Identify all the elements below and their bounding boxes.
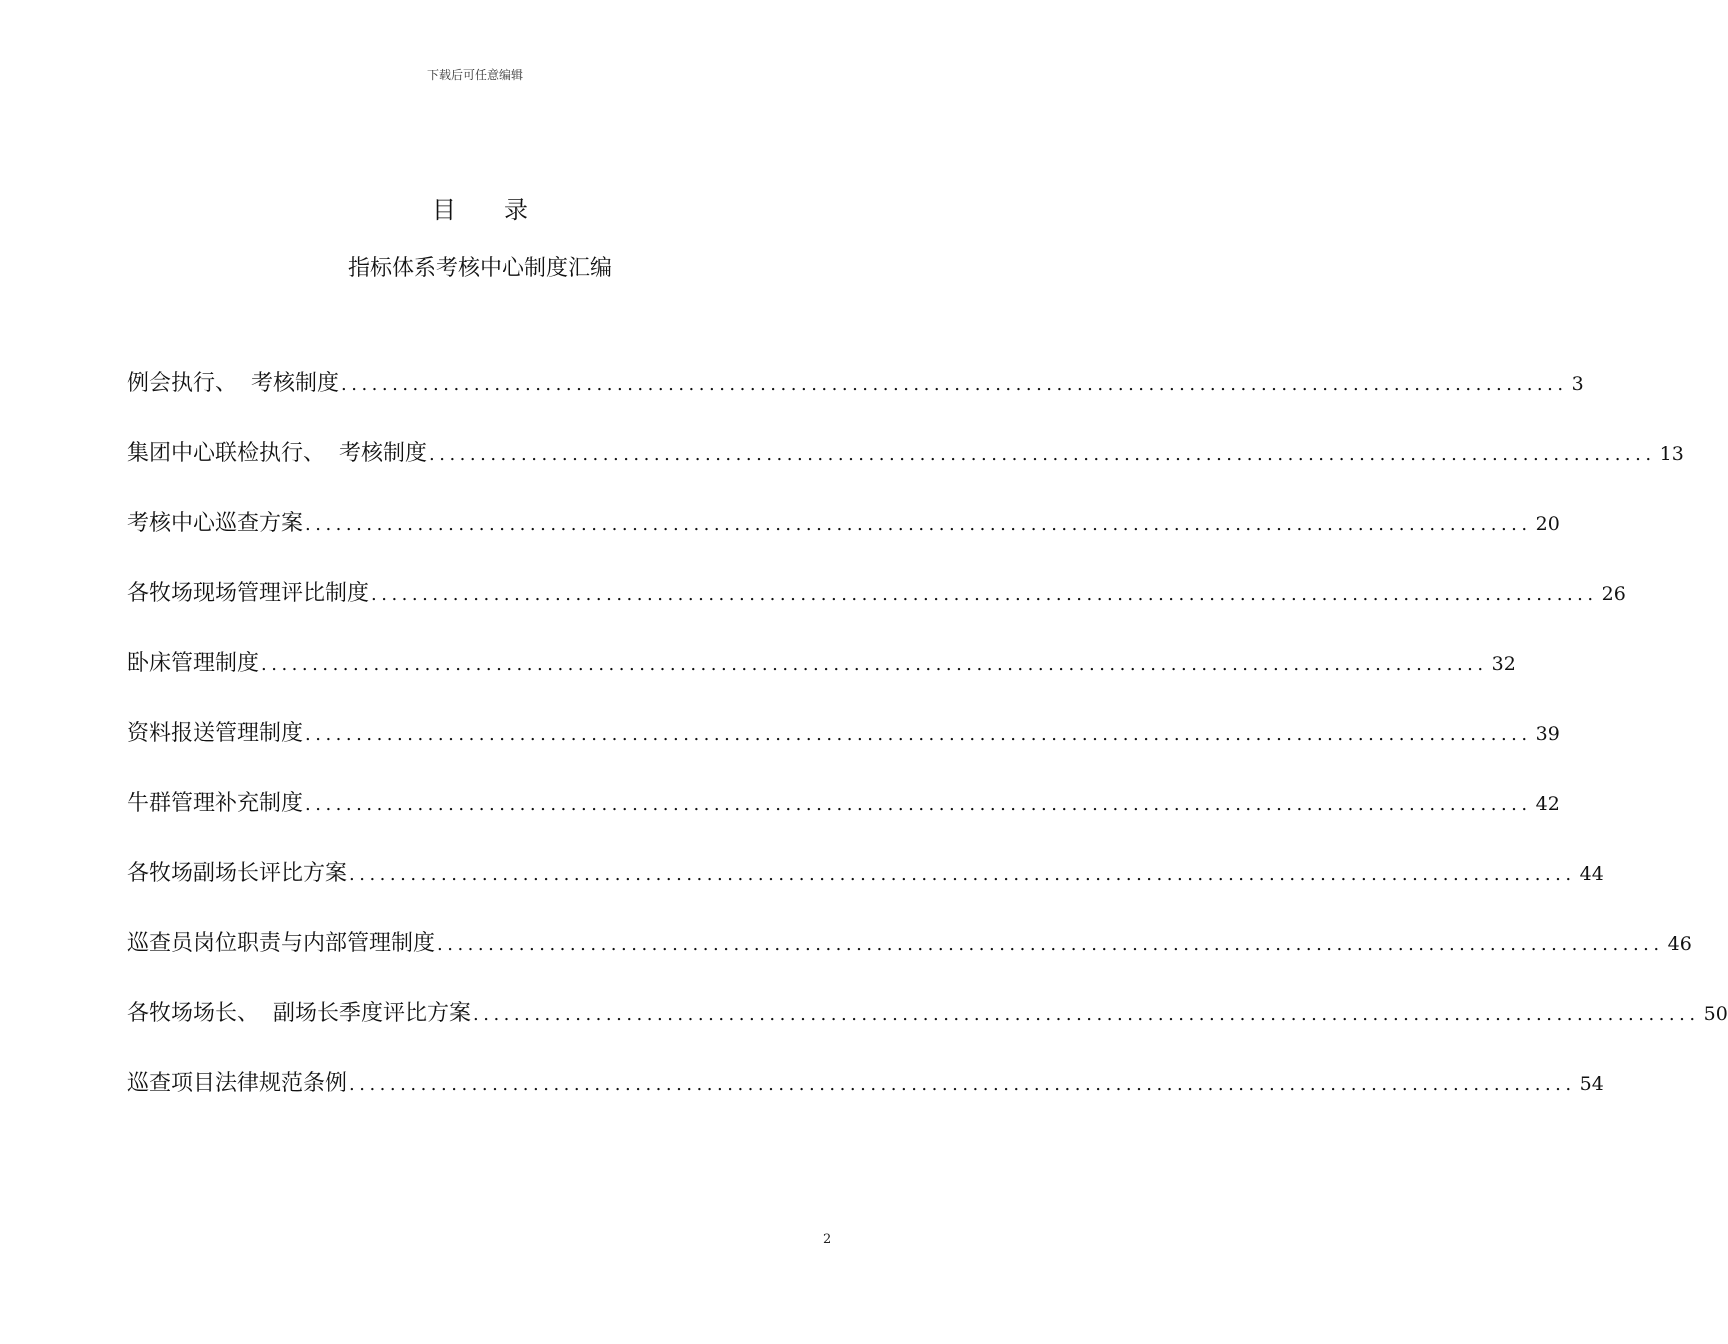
toc-entry-label: 集团中心联检执行、 考核制度 (127, 441, 427, 466)
toc-entry-label: 各牧场副场长评比方案 (127, 861, 348, 886)
dot-leader: ........................................................................................................................ (261, 654, 1488, 675)
toc-entry-page: 26 (1601, 583, 1626, 605)
toc-entry[interactable] (127, 786, 1560, 856)
dot-leader: ........................................................................................................................ (437, 934, 1664, 955)
dot-leader: ........................................................................................................................ (473, 1004, 1700, 1025)
toc-entry[interactable] (127, 716, 1560, 786)
toc-entry[interactable] (127, 576, 1626, 646)
toc-entry-label: 巡查员岗位职责与内部管理制度 (127, 931, 436, 956)
toc-entry[interactable] (127, 646, 1516, 716)
toc-entry-page: 13 (1659, 443, 1684, 465)
toc-entry[interactable] (127, 506, 1560, 576)
toc-entry-page: 39 (1535, 723, 1560, 745)
toc-entry-page: 3 (1571, 373, 1584, 395)
toc-entry[interactable] (127, 1066, 1604, 1136)
toc-list (127, 366, 1728, 1136)
toc-entry-label: 资料报送管理制度 (127, 721, 304, 746)
dot-leader: ........................................................................................................................ (305, 724, 1532, 745)
dot-leader: ........................................................................................................................ (305, 514, 1532, 535)
toc-entry[interactable] (127, 996, 1728, 1066)
header-note: 下载后可任意编辑 (426, 68, 523, 82)
toc-entry[interactable] (127, 926, 1692, 996)
toc-entry-label: 考核中心巡查方案 (127, 511, 304, 536)
dot-leader: ........................................................................................................................ (349, 864, 1576, 885)
dot-leader: ........................................................................................................................ (371, 584, 1598, 605)
dot-leader: ........................................................................................................................ (305, 794, 1532, 815)
toc-title-right: 录 (504, 196, 528, 224)
page-number: 2 (823, 1232, 832, 1247)
toc-entry-page: 50 (1703, 1003, 1728, 1025)
toc-entry[interactable] (127, 856, 1604, 926)
dot-leader: ........................................................................................................................ (341, 374, 1568, 395)
toc-entry-label: 各牧场场长、 副场长季度评比方案 (127, 1001, 471, 1026)
dot-leader: ........................................................................................................................ (429, 444, 1656, 465)
toc-title-left: 目 (432, 196, 456, 224)
toc-entry-label: 巡查项目法律规范条例 (127, 1071, 348, 1096)
toc-entry-page: 20 (1535, 513, 1560, 535)
toc-entry-page: 54 (1579, 1073, 1604, 1095)
toc-title (0, 190, 960, 225)
toc-entry-page: 42 (1535, 793, 1560, 815)
dot-leader: ........................................................................................................................ (349, 1074, 1576, 1095)
toc-entry-page: 46 (1667, 933, 1692, 955)
toc-entry-label: 牛群管理补充制度 (127, 791, 304, 816)
toc-entry[interactable] (127, 436, 1684, 506)
toc-entry-label: 各牧场现场管理评比制度 (127, 581, 370, 606)
toc-entry-label: 例会执行、 考核制度 (127, 371, 339, 396)
toc-subtitle: 指标体系考核中心制度汇编 (347, 256, 612, 281)
toc-entry-label: 卧床管理制度 (127, 651, 260, 676)
toc-entry-page: 44 (1579, 863, 1604, 885)
toc-entry-page: 32 (1491, 653, 1516, 675)
toc-entry[interactable] (127, 366, 1584, 436)
